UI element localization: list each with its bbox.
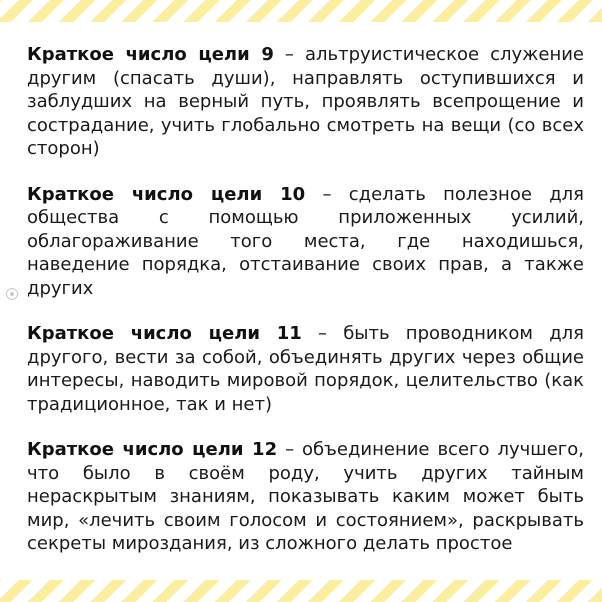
entry-11 [27,322,584,416]
entry-heading: Краткое число цели 12 [27,439,278,460]
entry-text: – быть проводником для другого, вести за собой, объединять других через общие интересы, наводить мировой порядок, целительство (как традиционное, так и нет) [27,323,584,415]
entry-heading: Краткое число цели 9 [27,44,274,65]
entry-10 [27,183,584,301]
content-block [27,43,584,556]
entry-heading: Краткое число цели 11 [27,323,302,344]
bottom-stripe-border [0,580,602,602]
entry-text: – объединение всего лучшего, что было в своём роду, учить других тайным нераскрытым знаниям, показывать каким может быть мир, «лечить своим голосом и состоянием», раскрывать секреты мироздания, из сложного делать простое [27,439,584,554]
entry-text: – альтруистическое служение другим (спасать души), направлять оступившихся и заблудших на верный путь, проявлять всепрощение и сострадание, учить глобально смотреть на вещи (со всех сторон) [27,44,584,159]
carousel-dot-icon[interactable] [6,288,18,300]
entry-text: – сделать полезное для общества с помощью приложенных усилий, облагораживание того места, где находишься, наведение порядка, отстаивание своих прав, а также других [27,183,585,299]
entry-9 [27,43,584,161]
entry-12 [27,438,584,556]
top-stripe-border [0,0,602,22]
entry-heading: Краткое число цели 10 [27,183,306,205]
